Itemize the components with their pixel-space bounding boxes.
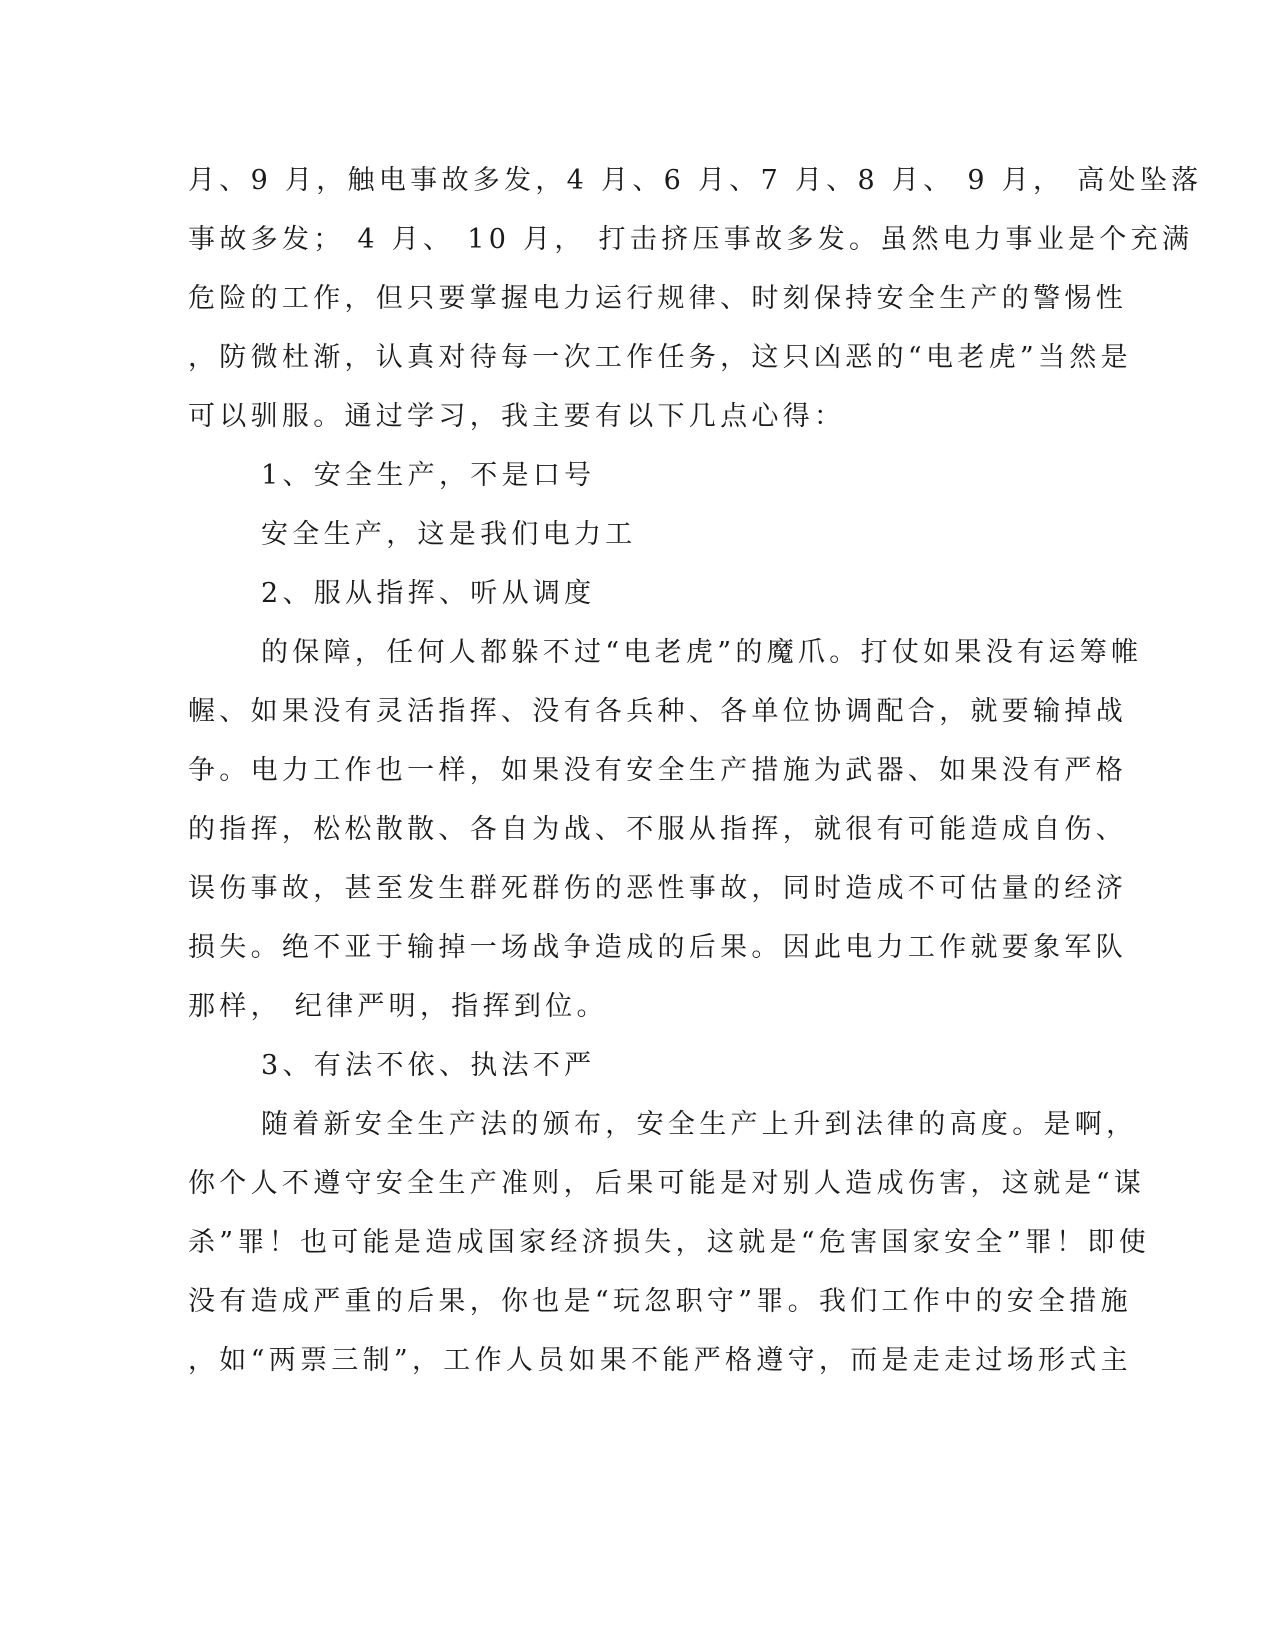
text-line: 幄、如果没有灵活指挥、没有各兵种、各单位协调配合，就要输掉战 [188, 696, 1127, 727]
section-heading: 3、有法不依、执法不严 [261, 1050, 596, 1081]
text-line: 杀”罪！也可能是造成国家经济损失，这就是“危害国家安全”罪！即使 [188, 1227, 1151, 1258]
text-line: 你个人不遵守安全生产准则，后果可能是对别人造成伤害，这就是“谋 [188, 1168, 1146, 1199]
text-line: 误伤事故，甚至发生群死群伤的恶性事故，同时造成不可估量的经济 [188, 873, 1127, 904]
text-line: 事故多发； 4 月、 10 月， 打击挤压事故多发。虽然电力事业是个充满 [188, 224, 1194, 255]
text-line: ，如“两票三制”，工作人员如果不能严格遵守，而是走走过场形式主 [188, 1345, 1132, 1376]
text-line: 争。电力工作也一样，如果没有安全生产措施为武器、如果没有严格 [188, 755, 1127, 786]
text-line: 月、9 月，触电事故多发，4 月、6 月、7 月、8 月、 9 月， 高处坠落 [188, 165, 1203, 196]
text-line: 危险的工作，但只要掌握电力运行规律、时刻保持安全生产的警惕性 [188, 283, 1127, 314]
text-line: 那样， 纪律严明，指挥到位。 [188, 991, 608, 1022]
section-heading: 1、安全生产，不是口号 [261, 460, 596, 491]
text-line: 可以驯服。通过学习，我主要有以下几点心得： [188, 401, 846, 432]
text-line: 的保障，任何人都躲不过“电老虎”的魔爪。打仗如果没有运筹帷 [261, 637, 1143, 668]
paragraph-fragment: 安全生产，这是我们电力工 [261, 519, 637, 550]
text-line: 没有造成严重的后果，你也是“玩忽职守”罪。我们工作中的安全措施 [188, 1286, 1132, 1317]
section-heading: 2、服从指挥、听从调度 [261, 578, 596, 609]
text-line: 的指挥，松松散散、各自为战、不服从指挥，就很有可能造成自伤、 [188, 814, 1127, 845]
text-line: 损失。绝不亚于输掉一场战争造成的后果。因此电力工作就要象军队 [188, 932, 1127, 963]
text-line: ，防微杜渐，认真对待每一次工作任务，这只凶恶的“电老虎”当然是 [188, 342, 1132, 373]
text-line: 随着新安全生产法的颁布，安全生产上升到法律的高度。是啊， [261, 1109, 1138, 1140]
